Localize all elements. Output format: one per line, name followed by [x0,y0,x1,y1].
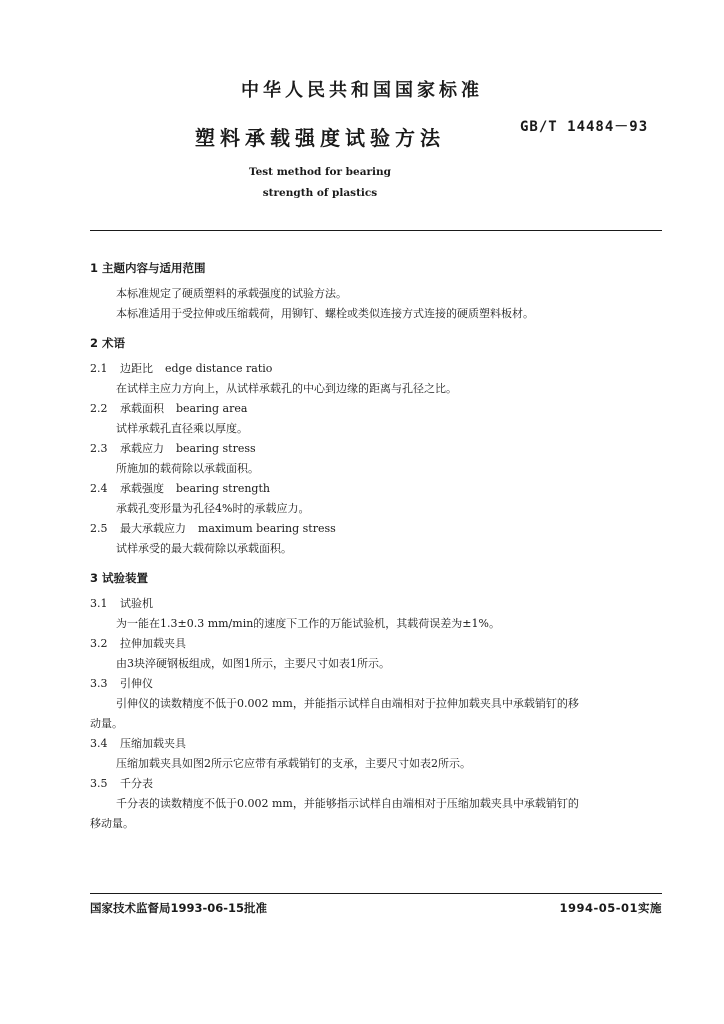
clause-term: 引伸仪 [120,677,153,690]
clause-term-en: bearing stress [176,442,256,455]
clause-term: 承载面积 [120,402,164,415]
clause-2-4 [90,479,664,499]
clause-number: 2.2 [90,402,108,415]
clause-definition: 为一能在1.3±0.3 mm/min的速度下工作的万能试验机，其载荷误差为±1%。 [116,617,500,630]
paragraph: 本标准规定了硬质塑料的承载强度的试验方法。 [116,287,347,300]
clause-number: 2.1 [90,362,108,375]
clause-definition: 千分表的读数精度不低于0.002 mm，并能够指示试样自由端相对于压缩加载夹具中承载销钉的 [116,797,579,810]
clause-3-2 [90,634,664,654]
title-en-line-2: strength of plastics [262,187,378,199]
clause-definition: 试样承载孔直径乘以厚度。 [116,422,248,435]
section-heading-3: 3 试验装置 [90,571,149,585]
paragraph: 本标准适用于受拉伸或压缩载荷，用铆钉、螺栓或类似连接方式连接的硬质塑料板材。 [116,307,534,320]
clause-number: 3.3 [90,677,108,690]
clause-3-5 [90,774,664,794]
standard-number: GB/T 14484－93 [520,119,649,135]
clause-definition: 压缩加载夹具如图2所示它应带有承载销钉的支承，主要尺寸如表2所示。 [116,757,471,770]
clause-2-3 [90,439,664,459]
clause-definition-continued: 移动量。 [90,817,134,830]
standard-title-en [130,162,510,204]
clause-definition: 试样承受的最大载荷除以承载面积。 [116,542,292,555]
clause-3-1 [90,594,664,614]
clause-definition: 引伸仪的读数精度不低于0.002 mm，并能指示试样自由端相对于拉伸加载夹具中承载销钉的移 [116,697,579,710]
bottom-divider [90,893,662,894]
standard-title-cn: 塑料承载强度试验方法 [195,126,445,150]
section-heading-1: 1 主题内容与适用范围 [90,261,206,275]
clause-term-en: bearing area [176,402,248,415]
top-divider [90,230,662,231]
implementation-date: 1994-05-01实施 [559,901,662,915]
clause-definition: 在试样主应力方向上，从试样承载孔的中心到边缘的距离与孔径之比。 [116,382,457,395]
clause-definition: 所施加的载荷除以承载面积。 [116,462,259,475]
clause-definition-continued: 动量。 [90,717,123,730]
clause-2-5 [90,519,664,539]
clause-number: 2.3 [90,442,108,455]
document-body [90,258,664,834]
clause-term-en: bearing strength [176,482,270,495]
clause-3-3 [90,674,664,694]
clause-definition: 承载孔变形量为孔径4%时的承载应力。 [116,502,310,515]
clause-3-4 [90,734,664,754]
clause-term-en: maximum bearing stress [198,522,336,535]
clause-term: 试验机 [120,597,153,610]
national-standard-heading: 中华人民共和国国家标准 [241,80,483,101]
clause-definition: 由3块淬硬钢板组成，如图1所示，主要尺寸如表1所示。 [116,657,390,670]
section-heading-2: 2 术语 [90,336,126,350]
clause-term: 最大承载应力 [120,522,186,535]
clause-term: 承载强度 [120,482,164,495]
clause-number: 2.4 [90,482,108,495]
clause-2-1 [90,359,664,379]
clause-number: 2.5 [90,522,108,535]
clause-term: 千分表 [120,777,153,790]
title-en-line-1: Test method for bearing [248,166,391,178]
clause-number: 3.2 [90,637,108,650]
clause-term: 承载应力 [120,442,164,455]
clause-term: 压缩加载夹具 [120,737,186,750]
clause-2-2 [90,399,664,419]
clause-term: 边距比 [120,362,153,375]
clause-term: 拉伸加载夹具 [120,637,186,650]
clause-number: 3.4 [90,737,108,750]
clause-term-en: edge distance ratio [165,362,273,375]
approval-date: 国家技术监督局1993-06-15批准 [90,901,268,915]
clause-number: 3.1 [90,597,108,610]
clause-number: 3.5 [90,777,108,790]
